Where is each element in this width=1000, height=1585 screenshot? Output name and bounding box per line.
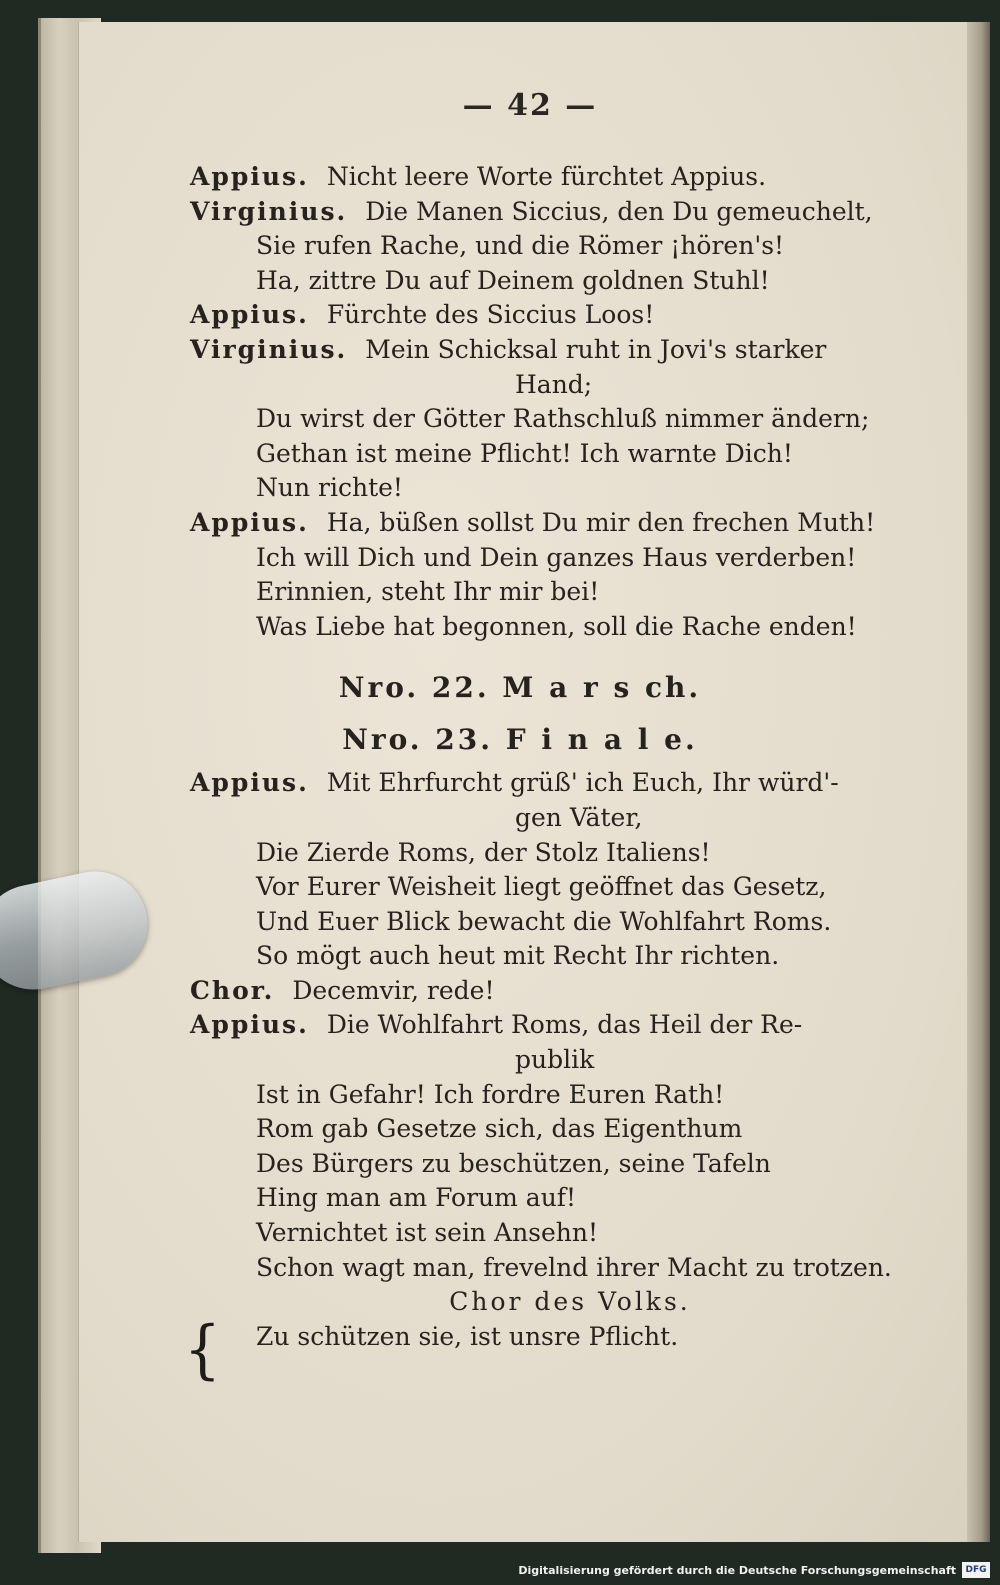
text-line <box>190 541 890 576</box>
line-text: gen Väter, <box>515 802 643 832</box>
curly-brace-mark: { <box>184 1311 221 1387</box>
line-text: Chor des Volks. <box>449 1287 691 1317</box>
line-text: Des Bürgers zu beschützen, seine Tafeln <box>256 1148 771 1178</box>
line-text: Vernichtet ist sein Ansehn! <box>256 1218 599 1248</box>
line-text: Gethan ist meine Pflicht! Ich warnte Dich! <box>256 438 793 468</box>
line-text: Ha, zittre Du auf Deinem goldnen Stuhl! <box>256 265 770 295</box>
text-line <box>190 1285 890 1320</box>
text-line <box>190 575 890 610</box>
text-line <box>190 1043 890 1078</box>
line-text: So mögt auch heut mit Recht Ihr richten. <box>256 941 780 971</box>
line-text: Ha, büßen sollst Du mir den frechen Muth! <box>326 507 876 537</box>
line-text: Nun richte! <box>256 473 403 503</box>
line-text: Mein Schicksal ruht in Jovi's starker <box>365 334 827 364</box>
line-text: Ich will Dich und Dein ganzes Haus verderben! <box>256 542 857 572</box>
line-text: Die Wohlfahrt Roms, das Heil der Re- <box>326 1010 803 1040</box>
line-text: Rom gab Gesetze sich, das Eigenthum <box>256 1114 743 1144</box>
line-text: Hand; <box>515 369 593 399</box>
text-line <box>190 870 890 905</box>
text-line <box>190 1008 890 1043</box>
line-text: Zu schützen sie, ist unsre Pflicht. <box>256 1321 679 1351</box>
line-text: Vor Eurer Weisheit liegt geöffnet das Gesetz, <box>256 872 827 902</box>
text-line <box>190 974 890 1009</box>
line-text: publik <box>515 1045 595 1075</box>
heading-nr23: Nro. 23. F i n a l e. <box>342 723 698 757</box>
line-text: Du wirst der Götter Rathschluß nimmer ändern; <box>256 404 870 434</box>
speaker-name: Appius. <box>190 162 309 191</box>
text-line <box>190 298 890 333</box>
speaker-name: Virginius. <box>190 334 348 364</box>
line-text: Nicht leere Worte fürchtet Appius. <box>326 162 767 191</box>
text-line <box>190 368 890 403</box>
speaker-name: Appius. <box>190 1010 309 1040</box>
dfg-logo: DFG <box>962 1562 990 1578</box>
text-line <box>190 1320 890 1355</box>
dialogue-block-bottom <box>190 766 890 1354</box>
libretto-text <box>190 160 890 1354</box>
text-line <box>190 1216 890 1251</box>
line-text: Sie rufen Rache, und die Römer ¡hören's! <box>256 231 785 261</box>
line-text: Und Euer Blick bewacht die Wohlfahrt Roms. <box>256 906 832 936</box>
line-text: Die Zierde Roms, der Stolz Italiens! <box>256 837 711 867</box>
heading-nr22: Nro. 22. M a r s ch. <box>338 671 702 705</box>
text-line <box>190 939 890 974</box>
footer-credit: Digitalisierung gefördert durch die Deutsche Forschungsgemeinschaft <box>518 1564 956 1577</box>
text-line <box>190 610 890 645</box>
text-line <box>190 229 890 264</box>
text-line <box>190 1181 890 1216</box>
line-text: Erinnien, steht Ihr mir bei! <box>256 577 600 607</box>
text-line <box>190 506 890 541</box>
line-text: Mit Ehrfurcht grüß' ich Euch, Ihr würd'- <box>326 768 839 798</box>
line-text: Fürchte des Siccius Loos! <box>326 300 655 330</box>
speaker-name: Chor. <box>190 975 275 1005</box>
speaker-name: Appius. <box>190 300 309 330</box>
text-line <box>190 905 890 940</box>
text-line <box>190 801 890 836</box>
line-text: Decemvir, rede! <box>292 975 495 1005</box>
footer-bar <box>0 1556 1000 1585</box>
line-text: Die Manen Siccius, den Du gemeuchelt, <box>365 196 873 226</box>
text-line <box>190 1251 890 1286</box>
text-line <box>190 471 890 506</box>
text-line <box>190 333 890 368</box>
text-line <box>190 836 890 871</box>
text-line <box>190 264 890 299</box>
text-line <box>190 1147 890 1182</box>
text-line <box>190 160 890 195</box>
speaker-name: Appius. <box>190 768 309 798</box>
line-text: Ist in Gefahr! Ich fordre Euren Rath! <box>256 1079 725 1109</box>
line-text: Hing man am Forum auf! <box>256 1183 577 1213</box>
text-line <box>190 766 890 801</box>
line-text: Was Liebe hat begonnen, soll die Rache enden! <box>256 611 857 641</box>
text-line <box>190 1112 890 1147</box>
text-line <box>190 1078 890 1113</box>
speaker-name: Virginius. <box>190 196 348 226</box>
text-line <box>190 195 890 230</box>
speaker-name: Appius. <box>190 507 309 537</box>
line-text: Schon wagt man, frevelnd ihrer Macht zu trotzen. <box>256 1252 892 1282</box>
page-number: — 42 — <box>462 88 598 123</box>
text-line <box>190 402 890 437</box>
text-line <box>190 437 890 472</box>
dialogue-block-top <box>190 160 890 644</box>
